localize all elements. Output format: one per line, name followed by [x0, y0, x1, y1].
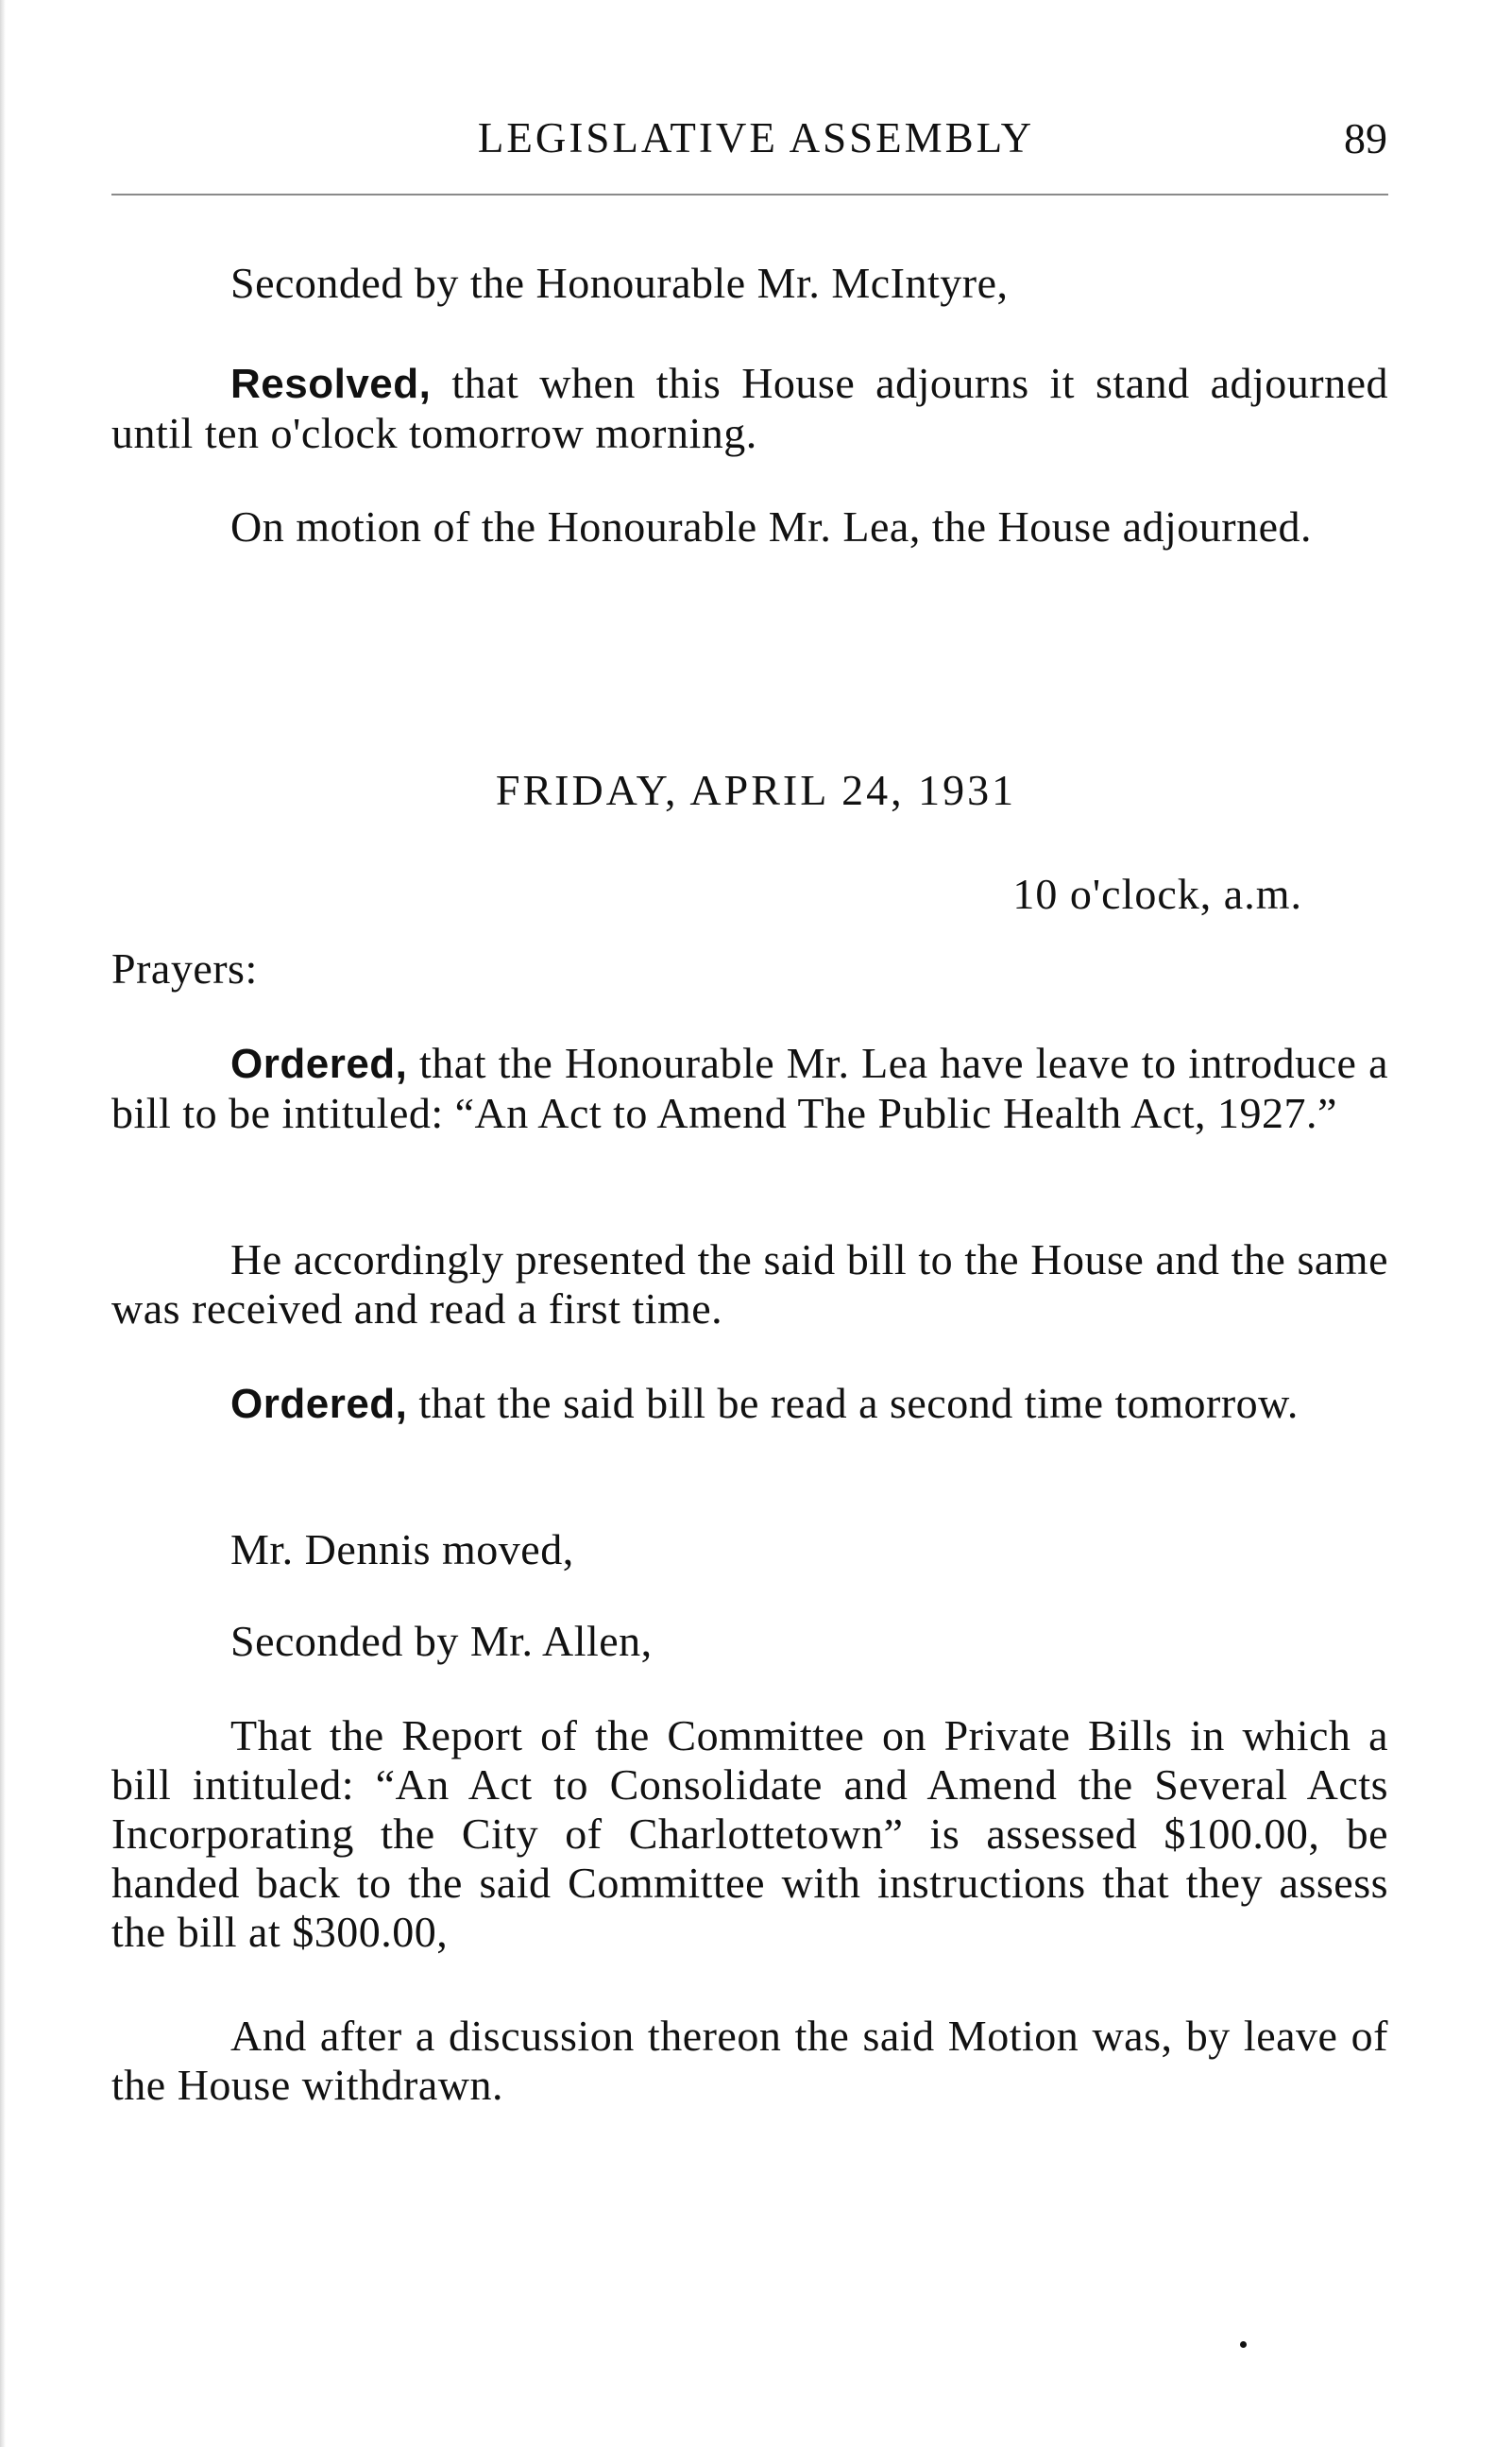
paragraph-text: that the Honourable Mr. Lea have leave to introduce a bill to be intituled: “An Act to Amend The Public Health Act, 1927.” [111, 1039, 1388, 1137]
paragraph-text: Seconded by the Honourable Mr. McIntyre, [230, 259, 1009, 307]
print-speck [1240, 2341, 1247, 2348]
paragraph-first-reading [111, 1235, 1388, 1334]
paragraph-text: On motion of the Honourable Mr. Lea, the House adjourned. [230, 502, 1313, 551]
running-head [0, 113, 1512, 170]
paragraph-seconded-allen [111, 1617, 1388, 1666]
paragraph-text: Prayers: [111, 944, 258, 993]
paragraph-text: He accordingly presented the said bill to the House and the same was received and read a first time. [111, 1235, 1388, 1333]
paragraph-text: That the Report of the Committee on Private Bills in which a bill intituled: “An Act to Consolidate and Amend the Several Acts Incorporating the City of Charlottetown” is assessed $100.00, be handed back to the said Committee with instructions that they assess the bill at $300.00, [111, 1711, 1388, 1956]
header-rule [111, 194, 1388, 195]
paragraph-resolved [111, 359, 1388, 458]
paragraph-ordered-second-reading [111, 1379, 1388, 1429]
paragraph-text: Seconded by Mr. Allen, [230, 1617, 653, 1665]
paragraph-ordered-leave [111, 1039, 1388, 1138]
paragraph-dennis-moved [111, 1525, 1388, 1574]
paragraph-lead-word: Ordered, [230, 1041, 408, 1087]
paragraph-text: that the said bill be read a second time tomorrow. [407, 1379, 1299, 1427]
running-title: LEGISLATIVE ASSEMBLY [477, 114, 1035, 161]
date-heading: FRIDAY, APRIL 24, 1931 [495, 766, 1017, 814]
paragraph-adjourned [111, 502, 1388, 552]
sitting-time: 10 o'clock, a.m. [1012, 870, 1302, 918]
paragraph-committee-report [111, 1711, 1388, 1957]
paragraph-text: Mr. Dennis moved, [230, 1525, 574, 1573]
paragraph-motion-withdrawn [111, 2012, 1388, 2110]
page-edge-shadow [0, 0, 6, 2447]
paragraph-seconded-mcintyre [111, 259, 1388, 308]
paragraph-lead-word: Resolved, [230, 361, 432, 407]
page-number: 89 [1344, 114, 1387, 162]
paragraph-text: And after a discussion thereon the said Motion was, by leave of the House withdrawn. [111, 2012, 1388, 2109]
paragraph-text: that when this House adjourns it stand adjourned until ten o'clock tomorrow morning. [111, 359, 1388, 457]
paragraph-lead-word: Ordered, [230, 1381, 408, 1427]
prayers-line [111, 944, 1388, 994]
